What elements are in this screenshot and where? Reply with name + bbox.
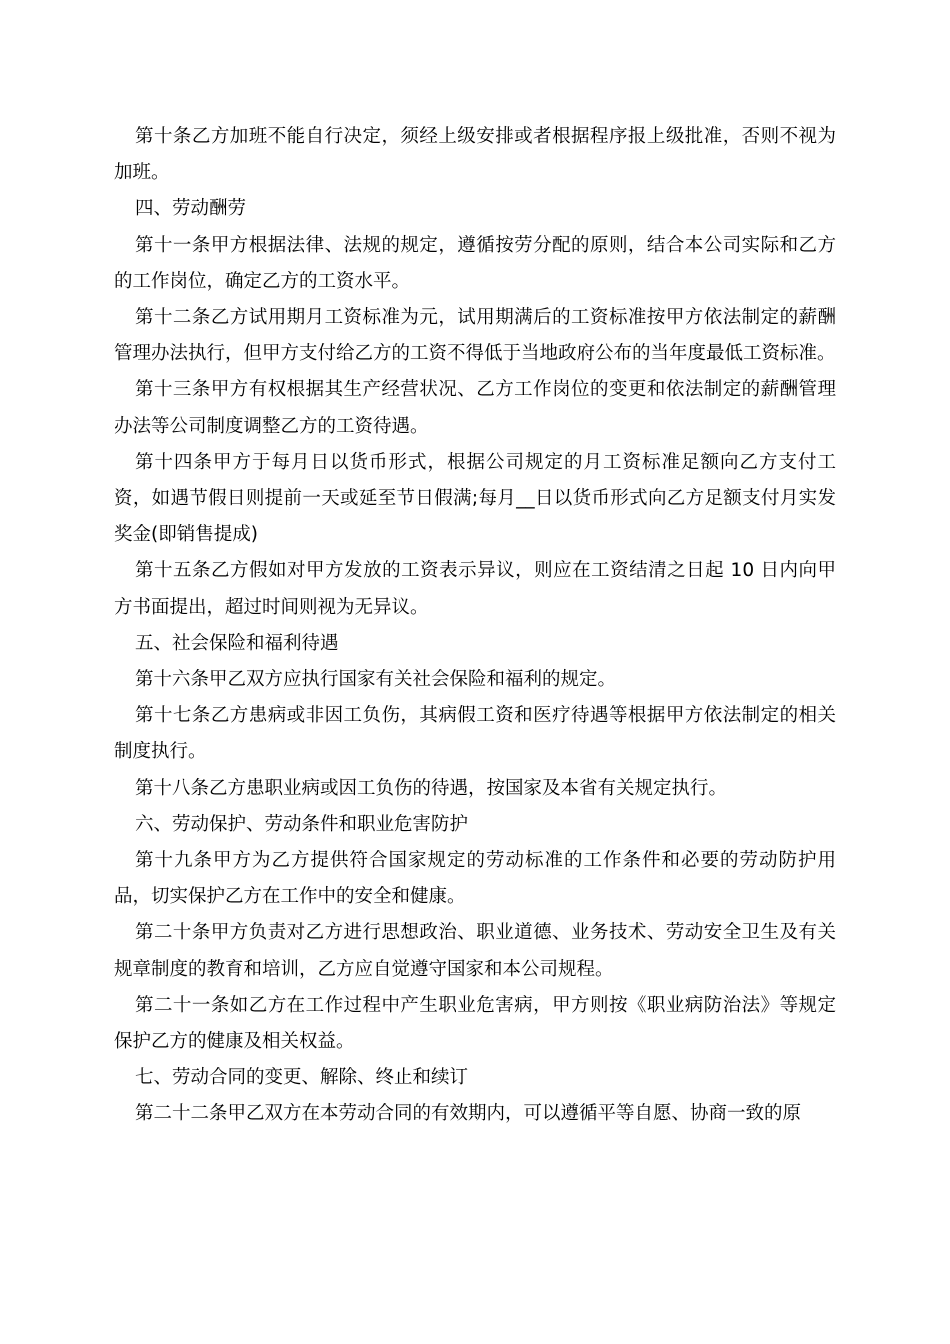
paragraph-article-14: 第十四条甲方于每月日以货币形式，根据公司规定的月工资标准足额向乙方支付工资，如遇节假日则提前一天或延至节日假满;每月__日以货币形式向乙方足额支付月实发奖金(即销售提成) bbox=[114, 451, 836, 546]
paragraph-article-19: 第十九条甲方为乙方提供符合国家规定的劳动标准的工作条件和必要的劳动防护用品，切实保护乙方在工作中的安全和健康。 bbox=[114, 850, 836, 908]
paragraph-article-10: 第十条乙方加班不能自行决定，须经上级安排或者根据程序报上级批准，否则不视为加班。 bbox=[114, 126, 836, 184]
section-heading-5: 五、社会保险和福利待遇 bbox=[135, 632, 339, 654]
paragraph-article-17: 第十七条乙方患病或非因工负伤，其病假工资和医疗待遇等根据甲方依法制定的相关制度执行。 bbox=[114, 705, 836, 763]
section-heading-7: 七、劳动合同的变更、解除、终止和续订 bbox=[135, 1067, 469, 1089]
paragraph-article-15: 第十五条乙方假如对甲方发放的工资表示异议，则应在工资结清之日起 10 日内向甲方书面提出，超过时间则视为无异议。 bbox=[114, 560, 836, 618]
paragraph-article-12: 第十二条乙方试用期月工资标准为元，试用期满后的工资标准按甲方依法制定的薪酬管理办法执行，但甲方支付给乙方的工资不得低于当地政府公布的当年度最低工资标准。 bbox=[114, 307, 836, 365]
paragraph-article-13: 第十三条甲方有权根据其生产经营状况、乙方工作岗位的变更和依法制定的薪酬管理办法等公司制度调整乙方的工资待遇。 bbox=[114, 379, 836, 437]
paragraph-article-18: 第十八条乙方患职业病或因工负伤的待遇，按国家及本省有关规定执行。 bbox=[135, 777, 728, 799]
section-heading-4: 四、劳动酬劳 bbox=[135, 198, 247, 220]
paragraph-article-20: 第二十条甲方负责对乙方进行思想政治、职业道德、业务技术、劳动安全卫生及有关规章制度的教育和培训，乙方应自觉遵守国家和本公司规程。 bbox=[114, 922, 836, 980]
paragraph-article-11: 第十一条甲方根据法律、法规的规定，遵循按劳分配的原则，结合本公司实际和乙方的工作岗位，确定乙方的工资水平。 bbox=[114, 234, 836, 292]
section-heading-6: 六、劳动保护、劳动条件和职业危害防护 bbox=[135, 813, 469, 835]
document-page bbox=[114, 119, 836, 1133]
paragraph-article-22: 第二十二条甲乙双方在本劳动合同的有效期内，可以遵循平等自愿、协商一致的原 bbox=[135, 1103, 802, 1125]
paragraph-article-16: 第十六条甲乙双方应执行国家有关社会保险和福利的规定。 bbox=[135, 669, 617, 691]
paragraph-article-21: 第二十一条如乙方在工作过程中产生职业危害病，甲方则按《职业病防治法》等规定保护乙方的健康及相关权益。 bbox=[114, 994, 836, 1053]
